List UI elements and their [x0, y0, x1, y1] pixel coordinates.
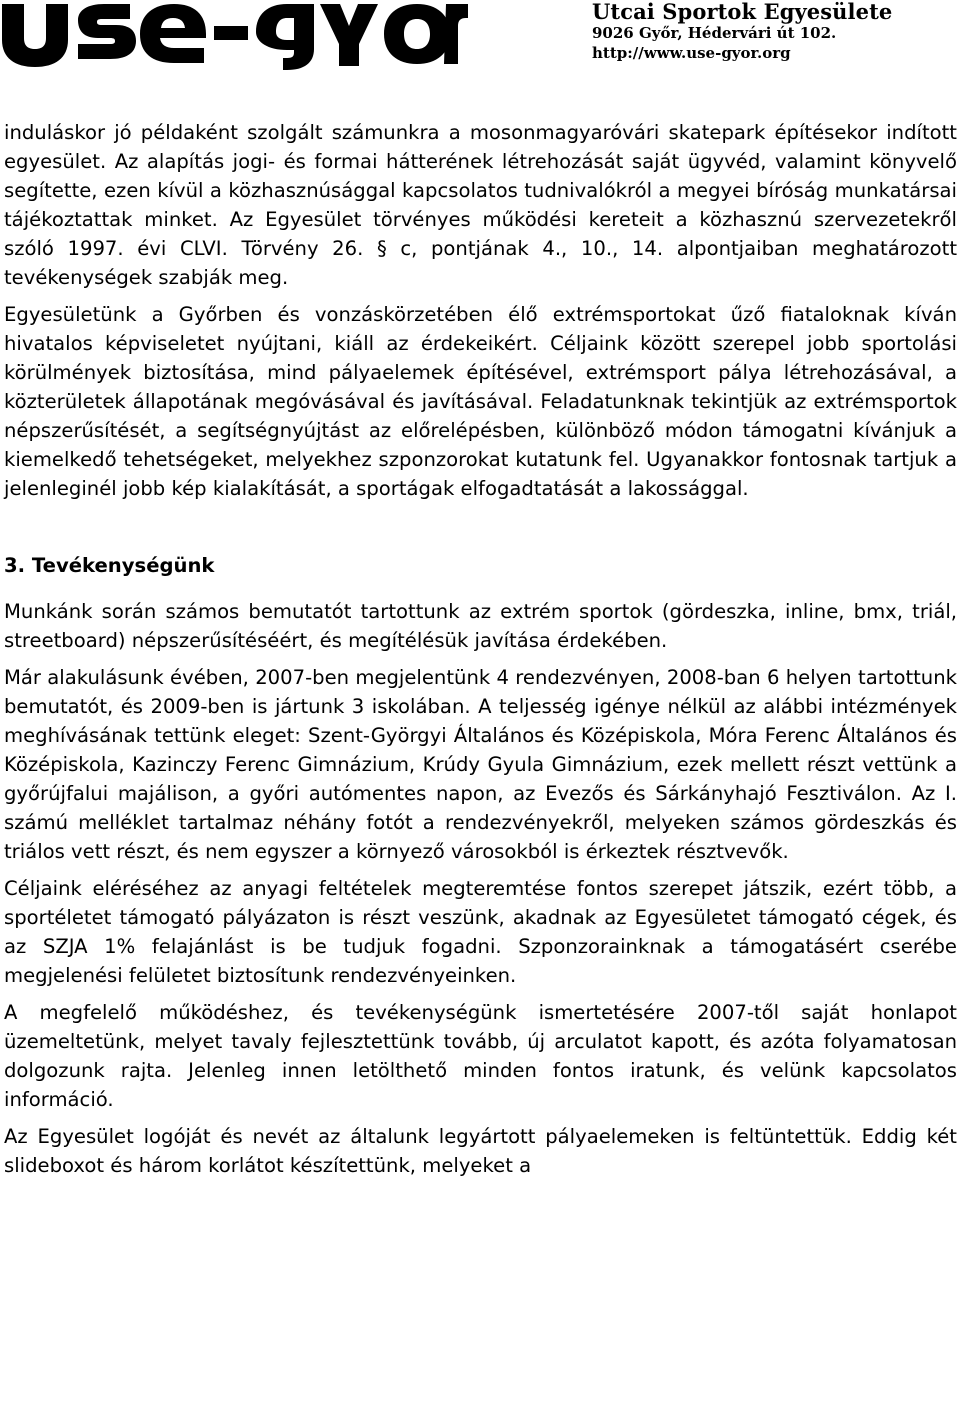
- paragraph: Céljaink eléréséhez az anyagi feltételek megteremtése fontos szerepet játszik, ezért több, a sportéletet támogató pályázaton is részt veszünk, akadnak az Egyesületet támogató cégek, és az SZJA 1% felajánlást is be tudjuk fogadni. Szponzorainknak a támogatásért cserébe megjelenési felületet biztosítunk rendezvényeinken.: [4, 877, 957, 987]
- page-header: [0, 0, 960, 70]
- use-gyor-logo: [0, 0, 470, 70]
- paragraph: Munkánk során számos bemutatót tartottunk az extrém sportok (gördeszka, inline, bmx, triál, streetboard) népszerűsítéséért, és megítélésük javítása érdekében.: [4, 600, 957, 652]
- org-url[interactable]: http://www.use-gyor.org: [592, 44, 791, 62]
- org-name: Utcai Sportok Egyesülete: [592, 0, 893, 24]
- section-heading: 3. Tevékenységünk: [4, 554, 215, 577]
- document-body: [4, 118, 957, 1188]
- org-address: 9026 Győr, Hédervári út 102.: [592, 24, 837, 42]
- paragraph: induláskor jó példaként szolgált számunkra a mosonmagyaróvári skatepark építésekor indított egyesület. Az alapítás jogi- és formai hátterének létrehozását saját ügyvéd, valamint könyvelő segítette, ezen kívül a közhasznúsággal kapcsolatos tudnivalókról a megyei bíróság munkatársai tájékoztattak minket. Az Egyesület törvényes működési kereteit a közhasznú szervezetekről szóló 1997. évi CLVI. Törvény 26. § c, pontjának 4., 10., 14. alpontjaiban meghatározott tevékenységek szabják meg.: [4, 121, 957, 289]
- paragraph: Egyesületünk a Győrben és vonzáskörzetében élő extrémsportokat űző fiataloknak kíván hivatalos képviseletet nyújtani, kiáll az érdekeikért. Céljaink között szerepel jobb sportolási körülmények biztosítása, mind pályaelemek építésével, extrémsport pálya létrehozásával, a közterületek állapotának megóvásával és javításával. Feladatunknak tekintjük az extrémsportok népszerűsítését, a segítségnyújtást az előrelépésben, különböző módon támogatni kívánjuk a kiemelkedő tehetségeket, melyekhez szponzorokat kutatunk fel. Ugyanakkor fontosnak tartjuk a jelenleginél jobb kép kialakítását, a sportágak elfogadtatását a lakossággal.: [4, 303, 957, 500]
- paragraph: Az Egyesület logóját és nevét az általunk legyártott pályaelemeken is feltüntettük. Eddig két slideboxot és három korlátot készítettünk, melyeket a: [4, 1125, 957, 1177]
- org-info: [592, 0, 892, 63]
- paragraph: Már alakulásunk évében, 2007-ben megjelentünk 4 rendezvényen, 2008-ban 6 helyen tartottunk bemutatót, és 2009-ben is jártunk 3 iskolában. A teljesség igénye nélkül az alábbi intézmények meghívásának tettünk eleget: Szent-Györgyi Általános és Középiskola, Móra Ferenc Általános és Középiskola, Kazinczy Ferenc Gimnázium, Krúdy Gyula Gimnázium, ezek mellett részt vettünk a győrújfalui majálison, a győri autómentes napon, az Evezős és Sárkányhajó Fesztiválon. Az I. számú melléklet tartalmaz néhány fotót a rendezvényekről, melyeken számos gördeszkás és triálos vett részt, és nem egyszer a környező városokból is érkeztek résztvevők.: [4, 666, 957, 863]
- paragraph: A megfelelő működéshez, és tevékenységünk ismertetésére 2007-től saját honlapot üzemeltetünk, melyet tavaly fejlesztettünk tovább, új arculatot kapott, és azóta folyamatosan dolgozunk rajta. Jelenleg innen letölthető minden fontos iratunk, és velünk kapcsolatos információ.: [4, 1001, 957, 1111]
